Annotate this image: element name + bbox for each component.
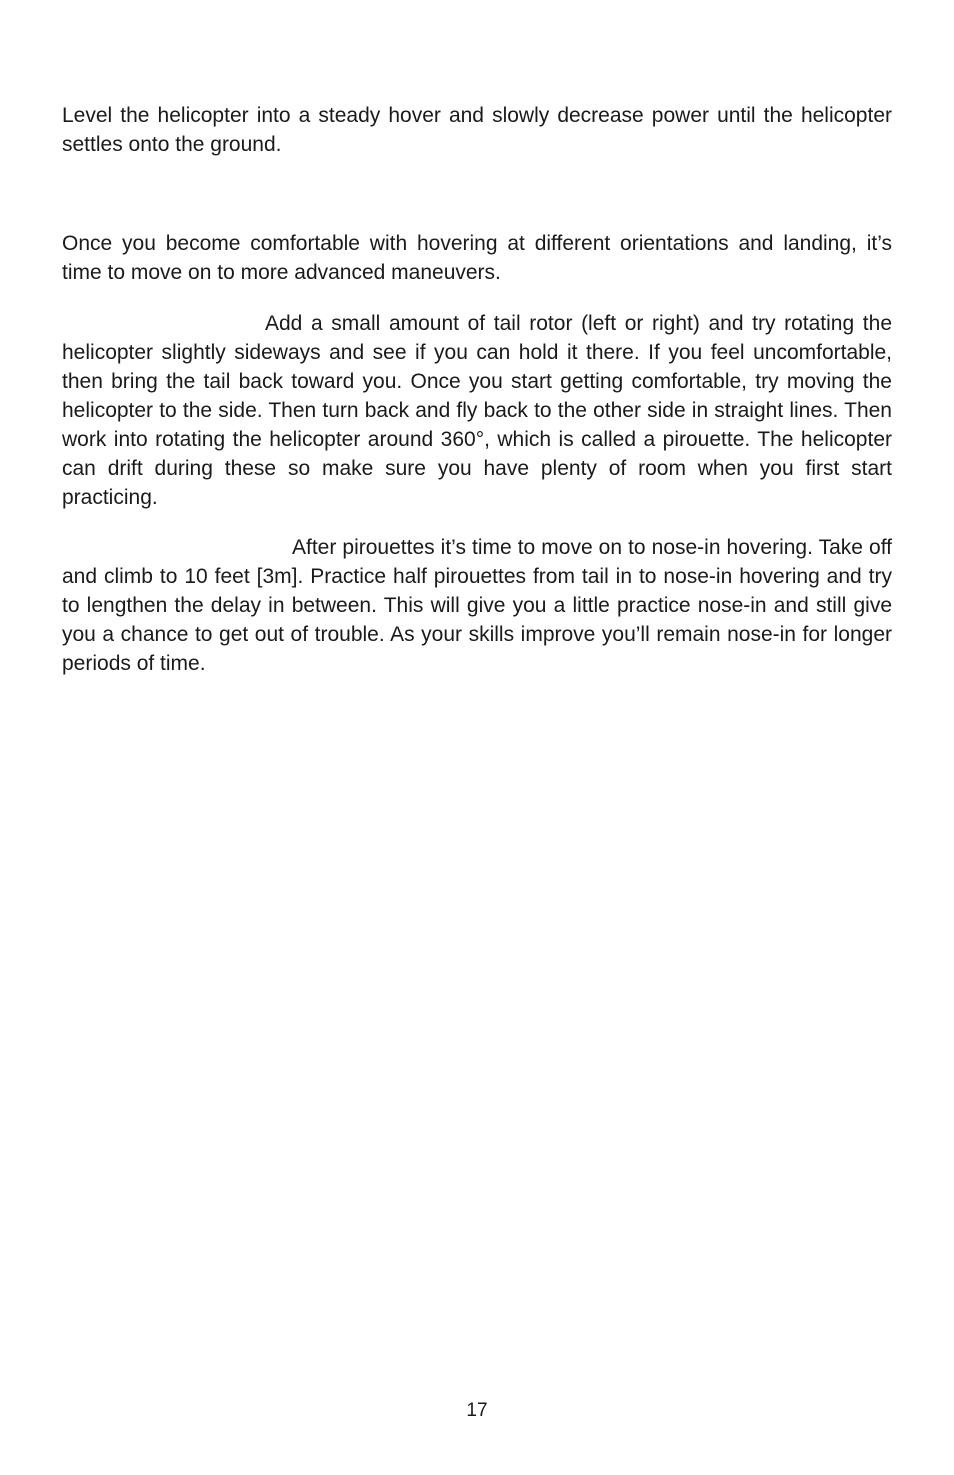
pirouette-paragraph: Add a small amount of tail rotor (left or right) and try rotating the helicopter slightly sideways and see if you can hold it there. If you feel uncomfortable, then bring the tail back toward you. Once you start getting comfortable, try moving the helicopter to the side. Then turn back and fly back to the other side in straight lines. Then work into rotating the helicopter around 360°, which is called a pirouette. The helicopter can drift during these so make sure you have plenty of room when you first start practicing. [62, 312, 892, 509]
landing-paragraph: Level the helicopter into a steady hover and slowly decrease power until the helicopter settles onto the ground. [62, 104, 892, 156]
advanced-maneuvers-intro-paragraph: Once you become comfortable with hovering at different orientations and landing, it’s time to move on to more advanced maneuvers. [62, 232, 892, 284]
nose-in-hovering-paragraph: After pirouettes it’s time to move on to nose-in hovering. Take off and climb to 10 feet [3m]. Practice half pirouettes from tail in to nose-in hovering and try to lengthen the delay in between. This will give you a little practice nose-in and still give you a chance to get out of trouble. As your skills improve you’ll remain nose-in for longer periods of time. [62, 536, 892, 675]
page-number: 17 [466, 1400, 488, 1421]
